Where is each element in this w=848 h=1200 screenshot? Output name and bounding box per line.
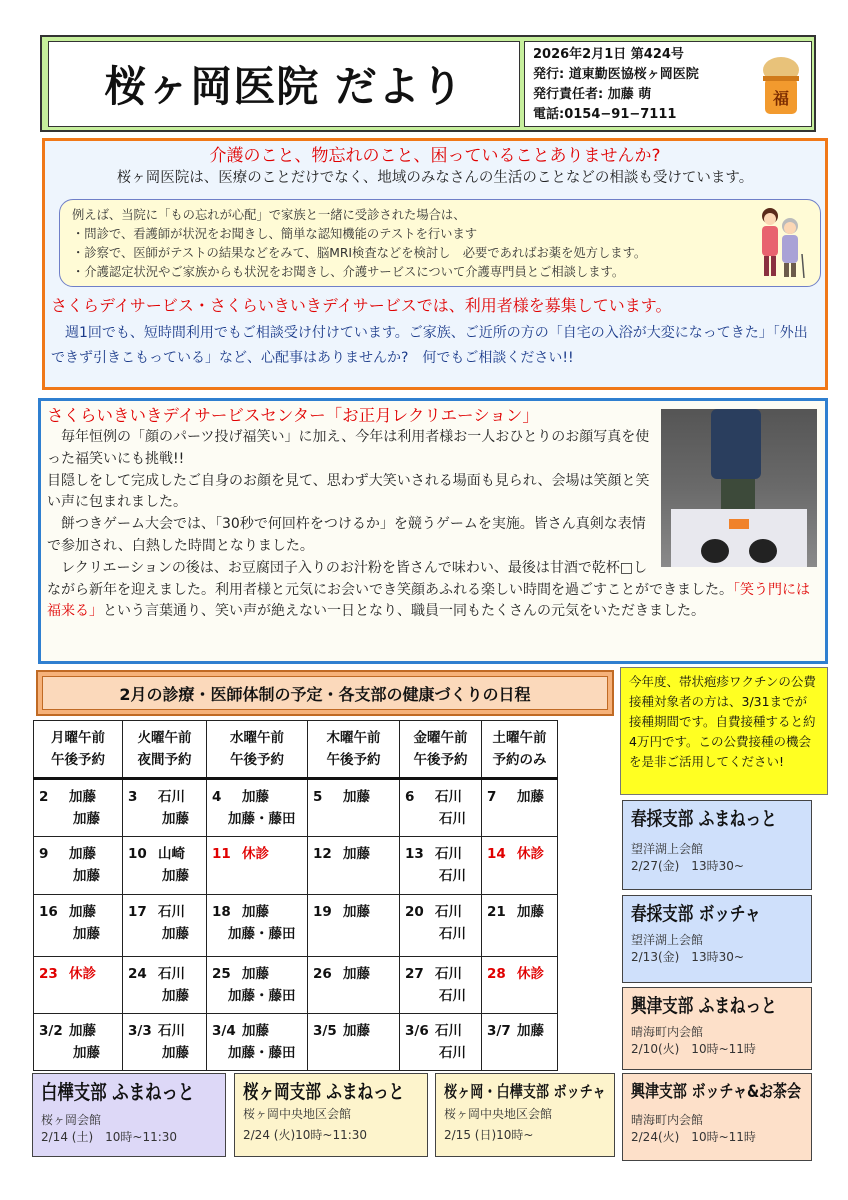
pm-doctor: 石川 <box>439 988 466 1004</box>
event-venue: 晴海町内会館 <box>631 1025 704 1039</box>
event-title: 桜ヶ岡支部 ふまねっと <box>243 1081 405 1103</box>
schedule-cell <box>207 1014 308 1071</box>
schedule-cell <box>308 837 400 895</box>
pm-doctor: 石川 <box>439 926 466 942</box>
schedule-cell <box>482 779 558 837</box>
event-time: 2/24 (火)10時~11:30 <box>243 1128 368 1142</box>
schedule-cell <box>482 1014 558 1071</box>
date: 18 <box>212 904 231 920</box>
recreation-paragraph-2: 目隠しをして完成したご自身のお顔を見て、思わず大笑いされる場面も見られ、会場は笑顔と笑い声に包まれました。 <box>47 472 650 511</box>
example-line: ・介護認定状況やご家族からも状況をお聞きし、介護サービスについて介護専門員とご相談します。 <box>72 265 625 279</box>
date: 3/4 <box>212 1023 236 1039</box>
p4-text: レクリエーションの後は、お豆腐団子入りのお汁粉を皆さんで味わい、最後は甘酒で乾杯□しながら新年を迎えました。利用者様と元気にお会いでき笑顔あふれる楽しい時間を過ごすことができました。 <box>47 559 733 598</box>
am-doctor: 加藤 <box>242 789 269 805</box>
date: 4 <box>212 789 222 805</box>
am-doctor: 加藤 <box>242 904 269 920</box>
date: 3/5 <box>313 1023 337 1039</box>
am-doctor: 石川 <box>158 966 185 982</box>
table-row <box>34 957 558 1014</box>
pm-doctor: 加藤 <box>73 868 100 884</box>
date: 20 <box>405 904 424 920</box>
date: 12 <box>313 846 332 862</box>
am-doctor: 加藤 <box>242 966 269 982</box>
event-title: 桜ヶ岡・白樺支部 ボッチャ <box>444 1082 606 1101</box>
event-card <box>622 987 812 1070</box>
pm-doctor: 加藤・藤田 <box>228 988 296 1004</box>
header-line: 夜間予約 <box>137 752 192 768</box>
pm-doctor: 加藤 <box>162 1045 189 1061</box>
event-time: 2/24(火) 10時~11時 <box>631 1130 756 1144</box>
pm-doctor: 石川 <box>439 868 466 884</box>
day-column-header <box>482 721 558 779</box>
event-title: 春採支部 ふまねっと <box>631 808 777 830</box>
am-doctor: 加藤 <box>517 904 544 920</box>
event-title: 白樺支部 ふまねっと <box>41 1080 195 1104</box>
pm-doctor: 加藤 <box>162 811 189 827</box>
schedule-cell <box>308 779 400 837</box>
schedule-cell <box>482 957 558 1014</box>
event-venue: 望洋湖上会館 <box>631 933 704 947</box>
header-line: 火曜午前 <box>137 730 192 746</box>
recreation-paragraph-1: 毎年恒例の「顔のパーツ投げ福笑い」に加え、今年は利用者様お一人おひとりのお顔写真を使った福笑いにも挑戦!! <box>47 429 650 467</box>
table-row <box>34 895 558 957</box>
header-line: 月曜午前 <box>51 730 105 746</box>
date: 2 <box>39 789 49 805</box>
schedule-cell <box>207 837 308 895</box>
event-venue: 望洋湖上会館 <box>631 842 704 856</box>
day-column-header <box>207 721 308 779</box>
phone: 電話:0154−91−7111 <box>533 107 677 122</box>
newsletter-title: 桜ヶ岡医院 だより <box>48 41 520 127</box>
date: 24 <box>128 966 147 982</box>
date: 7 <box>487 789 497 805</box>
schedule-cell <box>400 895 482 957</box>
table-row <box>34 1014 558 1071</box>
date: 14 <box>487 846 506 862</box>
schedule-cell <box>400 779 482 837</box>
schedule-cell <box>308 957 400 1014</box>
recreation-paragraph-4 <box>47 558 819 623</box>
event-time: 2/27(金) 13時30~ <box>631 859 744 873</box>
am-doctor: 石川 <box>435 904 462 920</box>
schedule-cell <box>123 957 207 1014</box>
day-service-recruit-heading: さくらデイサービス・さくらいきいきデイサービスでは、利用者様を募集しています。 <box>51 296 672 315</box>
editor: 発行責任者: 加藤 萌 <box>533 87 652 102</box>
am-doctor: 石川 <box>435 789 462 805</box>
schedule-title: 2月の診療・医師体制の予定・各支部の健康づくりの日程 <box>42 676 608 710</box>
am-doctor: 加藤 <box>343 966 370 982</box>
event-time: 2/14 (土) 10時~11:30 <box>41 1130 178 1144</box>
event-title: 春採支部 ボッチャ <box>631 903 761 925</box>
care-lead: 桜ヶ岡医院は、医療のことだけでなく、地域のみなさんの生活のことなどの相談も受けています。 <box>116 170 754 186</box>
caregiver-illustration-icon <box>752 204 808 280</box>
proverb-highlight: 「笑う門には福来る」 <box>47 581 810 620</box>
event-card <box>622 895 812 983</box>
am-doctor: 石川 <box>158 789 185 805</box>
event-venue: 桜ヶ岡中央地区会館 <box>243 1107 352 1121</box>
recreation-report-section <box>38 398 828 664</box>
pm-doctor: 石川 <box>439 1045 466 1061</box>
schedule-cell <box>34 895 123 957</box>
event-title: 興津支部 ふまねっと <box>631 995 777 1017</box>
date: 3/6 <box>405 1023 429 1039</box>
example-line: ・診察で、医師がテストの結果などをみて、脳MRI検査などを検討し 必要であればお薬を処方します。 <box>72 246 647 260</box>
pm-doctor: 加藤 <box>73 811 100 827</box>
schedule-cell <box>123 837 207 895</box>
table-row <box>34 779 558 837</box>
date: 5 <box>313 789 323 805</box>
lucky-bag-icon <box>759 56 803 116</box>
event-venue: 晴海町内会館 <box>631 1113 704 1127</box>
am-doctor: 石川 <box>158 904 185 920</box>
schedule-cell <box>34 957 123 1014</box>
am-doctor: 石川 <box>435 966 462 982</box>
care-heading: 介護のこと、物忘れのこと、困っていることありませんか? <box>209 146 661 166</box>
date: 3 <box>128 789 138 805</box>
schedule-cell <box>308 1014 400 1071</box>
p4-text-end: という言葉通り、笑い声が絶えない一日となり、職員一同もたくさんの元気をいただきました。 <box>103 603 705 620</box>
date: 16 <box>39 904 58 920</box>
date: 9 <box>39 846 49 862</box>
schedule-cell <box>207 779 308 837</box>
fuku-text: 福 <box>772 89 790 108</box>
schedule-cell <box>400 1014 482 1071</box>
am-doctor: 加藤 <box>343 789 370 805</box>
recreation-heading: さくらいきいきデイサービスセンター「お正月レクリエーション」 <box>47 406 539 425</box>
pm-doctor: 加藤 <box>162 868 189 884</box>
event-title: 興津支部 ボッチャ&お茶会 <box>631 1082 801 1102</box>
am-doctor: 加藤 <box>69 846 96 862</box>
am-doctor: 加藤 <box>242 1023 269 1039</box>
pm-doctor: 加藤 <box>162 926 189 942</box>
schedule-cell <box>34 779 123 837</box>
date: 3/3 <box>128 1023 152 1039</box>
event-card <box>32 1073 226 1157</box>
am-doctor: 山崎 <box>158 846 185 862</box>
day-service-recruit-body: 週1回でも、短時間利用でもご相談受け付けています。ご家族、ご近所の方の「自宅の入浴が大変になってきた」「外出できず引きこもっている」など、心配事はありませんか? 何でもご相談ください!! <box>51 325 808 366</box>
schedule-cell <box>482 895 558 957</box>
date: 10 <box>128 846 147 862</box>
header-line: 木曜午前 <box>326 730 381 746</box>
am-doctor: 加藤 <box>517 1023 544 1039</box>
schedule-cell <box>482 837 558 895</box>
schedule-cell <box>34 1014 123 1071</box>
am-doctor: 加藤 <box>343 904 370 920</box>
schedule-cell <box>123 895 207 957</box>
recreation-photo <box>661 409 817 567</box>
event-venue: 桜ヶ岡中央地区会館 <box>444 1107 553 1121</box>
schedule-cell <box>400 837 482 895</box>
schedule-cell <box>123 1014 207 1071</box>
table-row <box>34 837 558 895</box>
date: 3/7 <box>487 1023 511 1039</box>
care-consultation-section <box>42 138 828 390</box>
header-line: 予約のみ <box>492 752 547 768</box>
event-card <box>435 1073 615 1157</box>
masthead <box>40 35 816 132</box>
day-column-header <box>400 721 482 779</box>
am-doctor: 加藤 <box>517 789 544 805</box>
am-doctor: 石川 <box>435 1023 462 1039</box>
header-line: 水曜午前 <box>230 730 284 746</box>
pm-doctor: 加藤・藤田 <box>228 926 296 942</box>
am-doctor: 加藤 <box>69 1023 96 1039</box>
event-card <box>622 1073 812 1161</box>
publisher: 発行: 道東勤医協桜ヶ岡医院 <box>533 67 699 82</box>
am-doctor: 加藤 <box>343 1023 370 1039</box>
schedule-cell <box>308 895 400 957</box>
schedule-cell <box>400 957 482 1014</box>
date: 19 <box>313 904 332 920</box>
header-line: 午後予約 <box>51 752 105 768</box>
date: 21 <box>487 904 506 920</box>
date: 27 <box>405 966 424 982</box>
schedule-cell <box>123 779 207 837</box>
example-line: ・問診で、看護師が状況をお聞きし、簡単な認知機能のテストを行います <box>72 227 478 241</box>
date: 6 <box>405 789 415 805</box>
schedule-cell <box>207 957 308 1014</box>
am-doctor: 石川 <box>435 846 462 862</box>
doctor-schedule-table <box>33 720 558 1071</box>
date: 26 <box>313 966 332 982</box>
date: 28 <box>487 966 506 982</box>
closed-label: 休診 <box>517 846 544 862</box>
closed-label: 休診 <box>242 846 269 862</box>
date: 3/2 <box>39 1023 63 1039</box>
day-column-header <box>308 721 400 779</box>
event-card <box>234 1073 428 1157</box>
event-venue: 桜ヶ岡会館 <box>41 1113 102 1127</box>
date: 11 <box>212 846 231 862</box>
schedule-cell <box>34 837 123 895</box>
event-card <box>622 800 812 890</box>
schedule-cell <box>207 895 308 957</box>
schedule-title-banner <box>36 670 614 716</box>
day-column-header <box>123 721 207 779</box>
am-doctor: 加藤 <box>69 789 96 805</box>
pm-doctor: 加藤 <box>162 988 189 1004</box>
event-time: 2/15 (日)10時~ <box>444 1128 534 1142</box>
example-line: 例えば、当院に「もの忘れが心配」で家族と一緒に受診された場合は、 <box>72 208 466 222</box>
event-time: 2/10(火) 10時~11時 <box>631 1042 756 1056</box>
header-line: 金曜午前 <box>413 730 468 746</box>
date: 17 <box>128 904 147 920</box>
header-line: 午後予約 <box>413 752 468 768</box>
closed-label: 休診 <box>69 966 96 982</box>
dementia-example-box <box>59 199 821 287</box>
am-doctor: 加藤 <box>343 846 370 862</box>
pm-doctor: 加藤・藤田 <box>228 811 296 827</box>
issue-date: 2026年2月1日 第424号 <box>533 47 684 62</box>
day-column-header <box>34 721 123 779</box>
header-line: 午後予約 <box>326 752 381 768</box>
am-doctor: 加藤 <box>69 904 96 920</box>
pm-doctor: 加藤・藤田 <box>228 1045 296 1061</box>
recreation-paragraph-3: 餅つきゲーム大会では、「30秒で何回杵をつけるか」を競うゲームを実施。皆さん真剣な表情で参加され、白熱した時間となりました。 <box>47 516 646 554</box>
closed-label: 休診 <box>517 966 544 982</box>
date: 13 <box>405 846 424 862</box>
shingles-vaccine-notice: 今年度、帯状疱疹ワクチンの公費接種対象者の方は、3/31までが接種期間です。自費接種すると約4万円です。この公費接種の機会を是非ご活用してください! <box>620 667 828 795</box>
am-doctor: 石川 <box>158 1023 185 1039</box>
pm-doctor: 石川 <box>439 811 466 827</box>
pm-doctor: 加藤 <box>73 1045 100 1061</box>
date: 25 <box>212 966 231 982</box>
header-line: 土曜午前 <box>492 730 547 746</box>
issue-info <box>524 41 812 127</box>
header-line: 午後予約 <box>230 752 284 768</box>
date: 23 <box>39 966 58 982</box>
event-time: 2/13(金) 13時30~ <box>631 950 744 964</box>
pm-doctor: 加藤 <box>73 926 100 942</box>
